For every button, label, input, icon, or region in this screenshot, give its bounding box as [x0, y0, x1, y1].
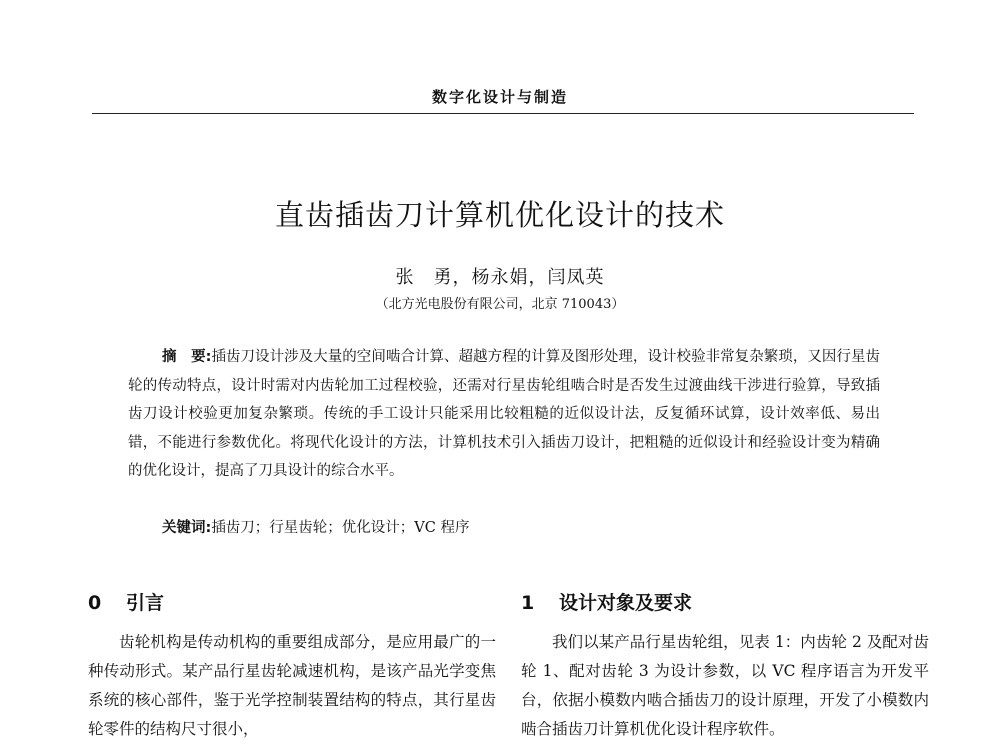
running-head: 数字化设计与制造 — [431, 88, 568, 106]
section-design-object — [521, 586, 929, 744]
abstract — [128, 343, 880, 486]
authors: 张 勇，杨永娟，闫凤英 — [395, 267, 605, 288]
keywords-text: 插齿刀；行星齿轮；优化设计；VC 程序 — [211, 520, 470, 536]
section-heading — [521, 586, 929, 620]
section-title: 引言 — [126, 592, 165, 614]
affiliation: （北方光电股份有限公司，北京 710043） — [375, 297, 625, 312]
section-number: 1 — [521, 592, 535, 614]
keywords — [162, 514, 880, 542]
section-number: 0 — [88, 592, 102, 614]
section-heading — [88, 586, 496, 620]
abstract-text: 插齿刀设计涉及大量的空间啮合计算、超越方程的计算及图形处理，设计校验非常复杂繁琐，又因行星齿轮的传动特点，设计时需对内齿轮加工过程校验，还需对行星齿轮组啮合时是否发生过渡曲线干涉进行验算，导致插齿刀设计校验更加复杂繁琐。传统的手工设计只能采用比较粗糙的近似设计法，反复循环试算，设计效率低、易出错，不能进行参数优化。将现代化设计的方法，计算机技术引入插齿刀设计，把粗糙的近似设计和经验设计变为精确的优化设计，提高了刀具设计的综合水平。 — [128, 349, 880, 479]
keywords-label: 关键词: — [162, 520, 212, 536]
paper-title: 直齿插齿刀计算机优化设计的技术 — [274, 198, 725, 232]
section-title: 设计对象及要求 — [559, 592, 693, 614]
abstract-label: 摘 要: — [162, 349, 212, 365]
section-body: 齿轮机构是传动机构的重要组成部分，是应用最广的一种传动形式。某产品行星齿轮减速机构，是该产品光学变焦系统的核心部件，鉴于光学控制装置结构的特点，其行星齿轮零件的结构尺寸很小， — [88, 633, 496, 738]
header-rule — [92, 113, 914, 114]
section-body: 我们以某产品行星齿轮组，见表 1：内齿轮 2 及配对齿轮 1、配对齿轮 3 为设计参数，以 VC 程序语言为开发平台，依据小模数内啮合插齿刀的设计原理，开发了小模数内啮合插齿刀计算机优化设计程序软件。 — [521, 633, 929, 738]
section-introduction — [88, 586, 496, 744]
